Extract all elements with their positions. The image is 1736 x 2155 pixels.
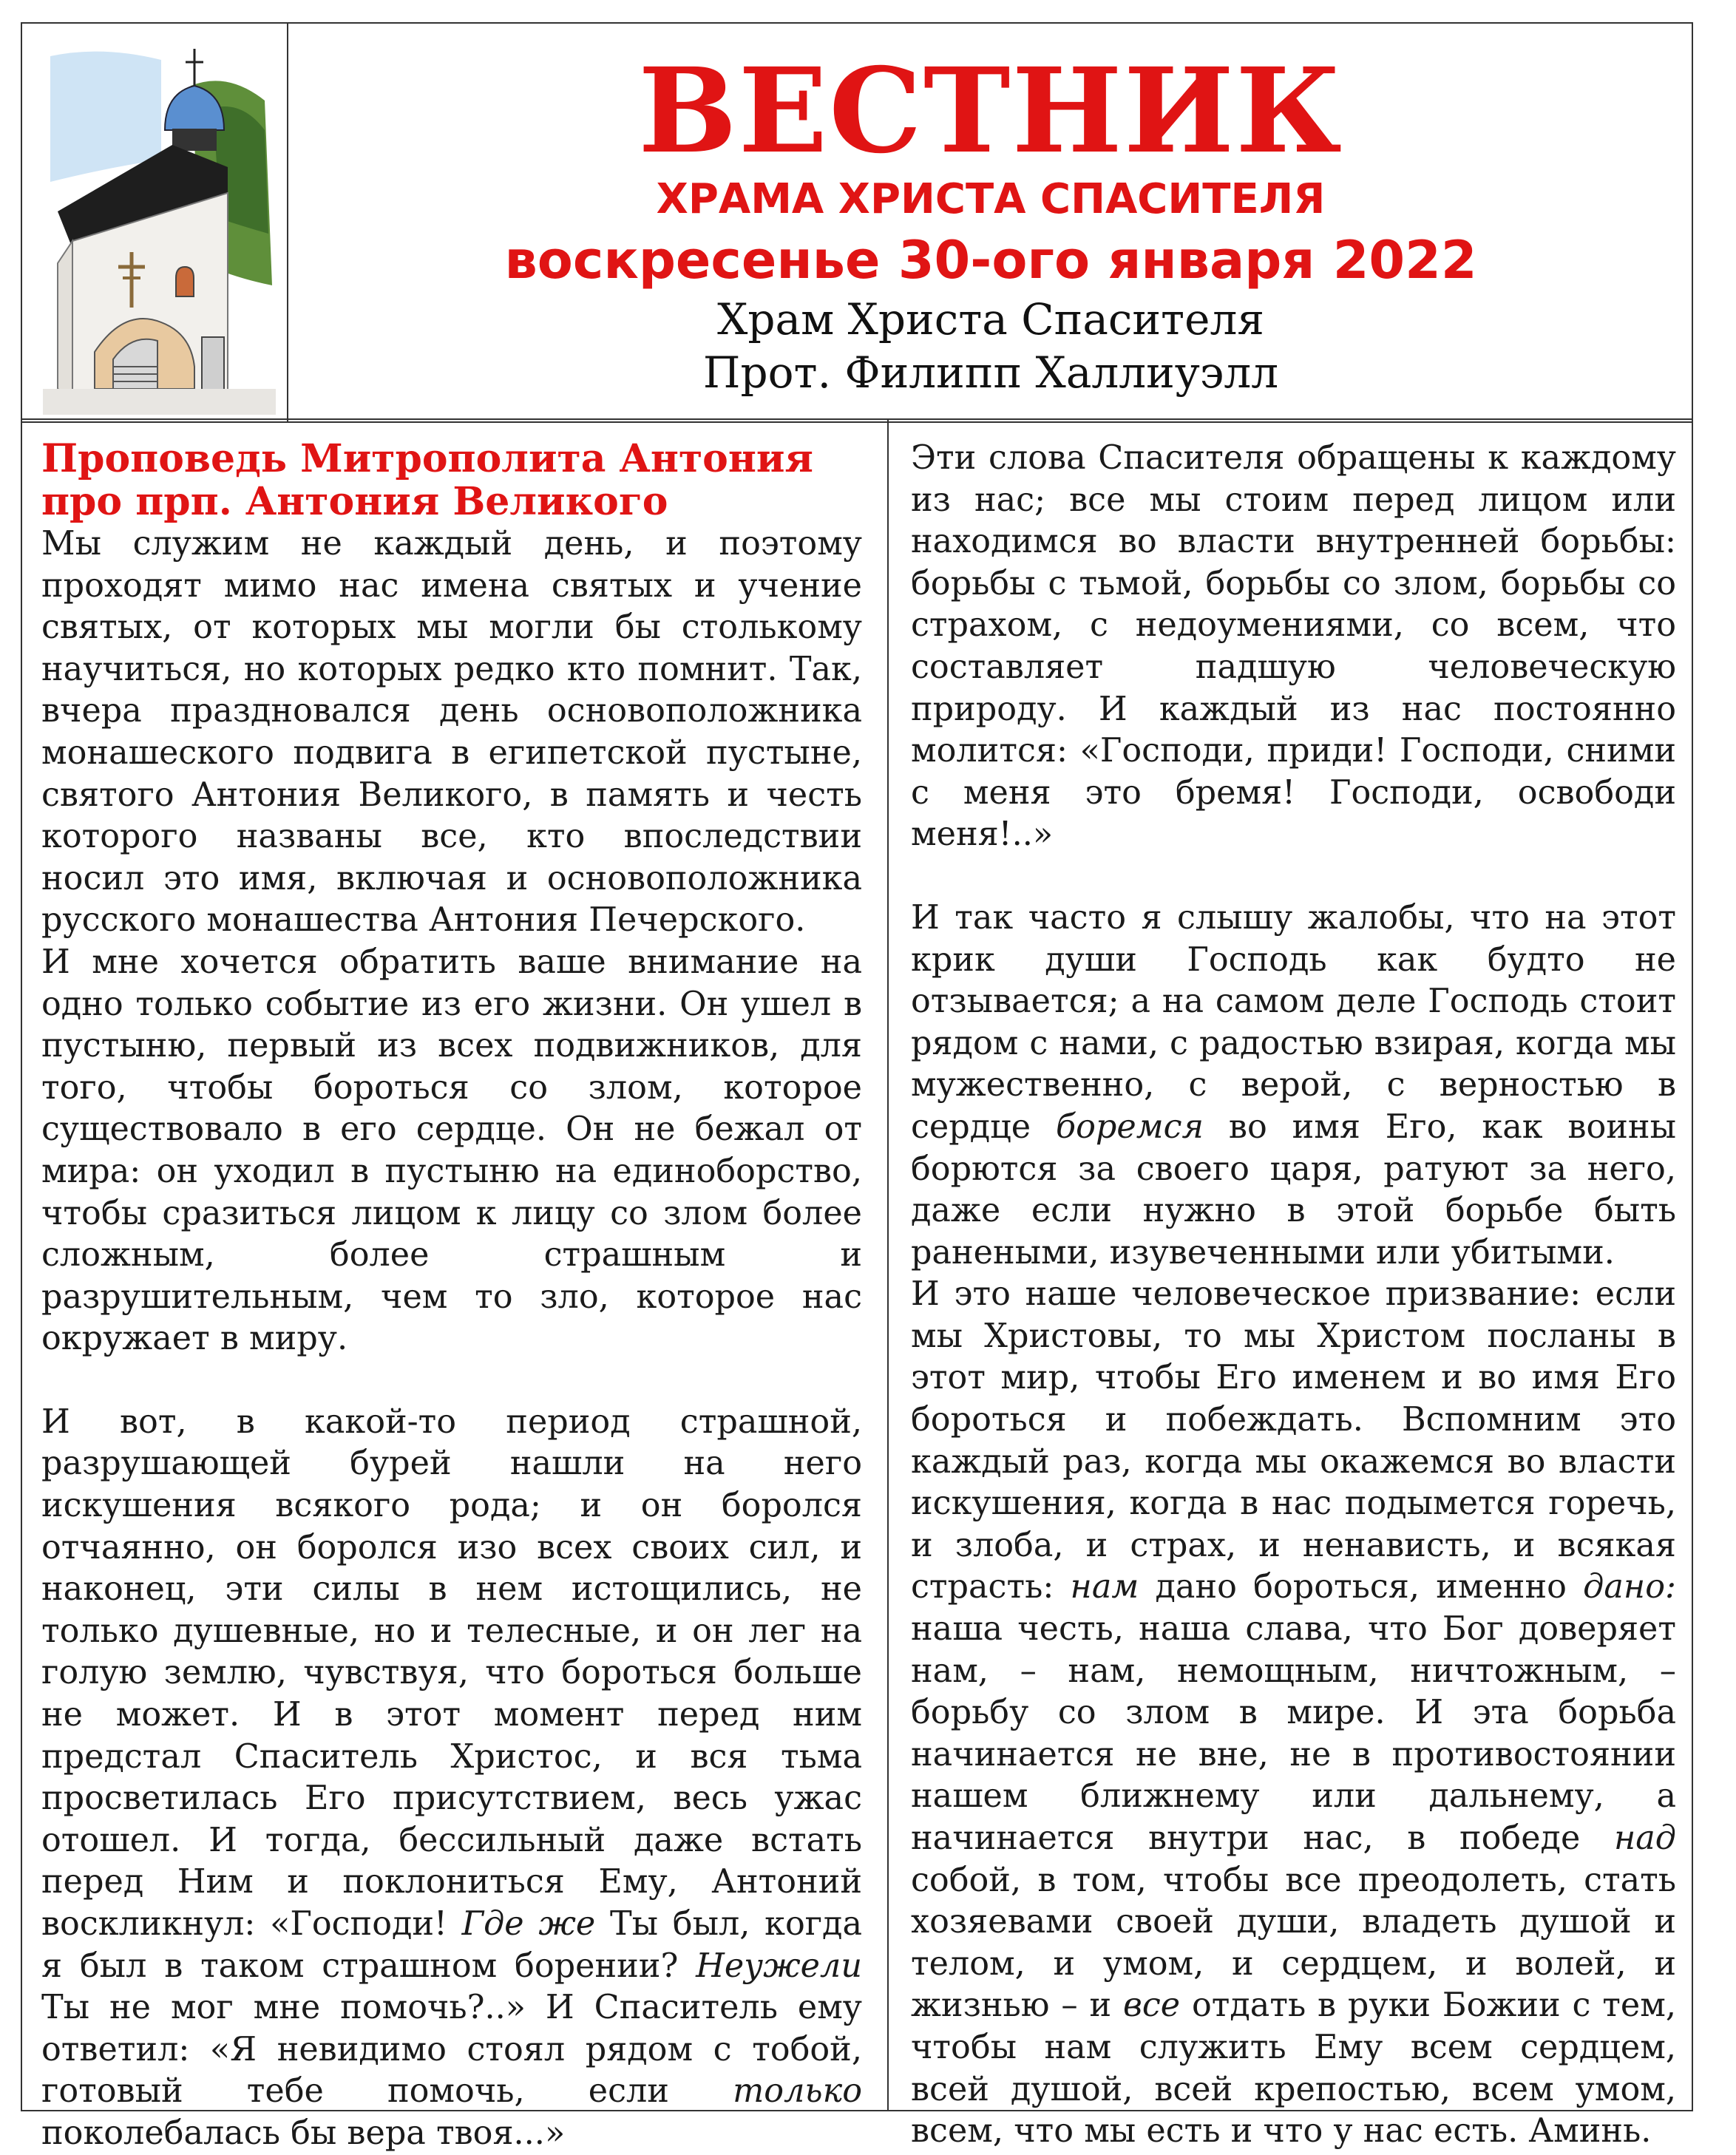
text-run: Ты не мог мне помочь?..» И Спаситель ему ответил: «Я невидимо стоял рядом с тобой, готовый тебе помочь, если <box>41 1989 862 2111</box>
emphasis: Неужели <box>696 1947 862 1985</box>
paragraph <box>911 897 1676 1274</box>
left-column <box>41 438 862 2155</box>
church-illustration <box>43 41 276 415</box>
text-run: И так часто я слышу жалобы, что на этот крик души Господь как будто не отзывается; а на самом деле Господь стоит рядом с нами, с радостью взирая, когда мы мужественно, с верой, с верностью в сердце <box>911 898 1676 1146</box>
emphasis: дано: <box>1583 1568 1676 1606</box>
text-run: собой, в том, чтобы все преодолеть, стать хозяевами своей души, владеть душой и телом, и умом, и сердцем, и волей, и жизнью – и <box>911 1861 1676 2025</box>
masthead <box>21 22 1693 423</box>
column-divider <box>887 420 889 2110</box>
newsletter-subtitle: ХРАМА ХРИСТА СПАСИТЕЛЯ <box>656 175 1326 223</box>
paragraph: И мне хочется обратить ваше внимание на одно только событие из его жизни. Он ушел в пустыню, первый из всех подвижников, для того, чтобы бороться со злом, которое существовало в его сердце. Он не бежал от мира: он уходил в пустыню на единоборство, чтобы сразиться лицом к лицу со злом более сложным, более страшным и разрушительным, чем то зло, которое нас окружает в миру. <box>41 943 862 1358</box>
church-name: Храм Христа Спасителя <box>717 294 1264 345</box>
paragraph <box>911 1274 1676 2152</box>
text-run: во имя Его, как воины борются за своего царя, ратуют за него, даже если нужно в этой борьбе быть ранеными, изувеченными или убитыми. <box>911 1107 1677 1272</box>
emphasis: только <box>733 2072 862 2111</box>
priest-name: Прот. Филипп Халлиуэлл <box>702 347 1279 398</box>
text-run: наша честь, наша слава, что Бог доверяет нам, – нам, немощным, ничтожным, – борьбу со злом в мире. И эта борьба начинается не вне, не в противостоянии нашем ближнему или дальнему, а начинается внутри нас, в победе <box>911 1610 1676 1857</box>
emphasis: все <box>1122 1986 1181 2025</box>
text-run: Ты был, когда я был в таком страшном борении? <box>41 1905 862 1985</box>
article-heading: Проповедь Митрополита Антония про прп. Антония Великого <box>41 436 813 524</box>
text-run: И вот, в какой-то период страшной, разрушающей бурей нашли на него искушения всякого рода; и он боролся отчаянно, он боролся изо всех своих сил, и наконец, эти силы в нем истощились, не только душевные, но и телесные, и он лег на голую землю, чувствуя, что бороться больше не может. И в этот момент перед ним предстал Спаситель Христос, и вся тьма просветилась Его присутствием, весь ужас отошел. И тогда, бессильный даже встать перед Ним и поклониться Ему, Антоний воскликнул: «Господи! <box>41 1402 862 1943</box>
text-run: отдать в руки Божии с тем, чтобы нам служить Ему всем сердцем, всей душой, всей крепостью, всем умом, всем, что мы есть и что у нас есть. Аминь. <box>911 1986 1677 2151</box>
emphasis: нам <box>1070 1568 1139 1606</box>
paragraph: Мы служим не каждый день, и поэтому проходят мимо нас имена святых и учение святых, от которых мы могли бы столькому научиться, но которых редко кто помнит. Так, вчера праздновался день основоположника монашеского подвига в египетской пустыне, святого Антония Великого, в память и честь которого названы все, кто впоследствии носил это имя, включая и основоположника русского монашества Антония Печерского. <box>41 525 862 940</box>
text-run: поколебалась бы вера твоя...» <box>41 2114 566 2152</box>
text-run: И это наше человеческое призвание: если мы Христовы, то мы Христом посланы в этот мир, чтобы Его именем и во имя Его бороться и побеждать. Вспомним это каждый раз, когда мы окажемся во власти искушения, когда в нас подымется горечь, и злоба, и страх, и ненависть, и всякая страсть: <box>911 1275 1676 1606</box>
masthead-text <box>290 24 1692 399</box>
emphasis: над <box>1613 1819 1676 1857</box>
emphasis: боремся <box>1055 1107 1204 1146</box>
right-column <box>911 438 1676 2153</box>
masthead-divider <box>287 24 288 421</box>
issue-date: воскресенье 30-ого января 2022 <box>504 230 1477 291</box>
paragraph: Эти слова Спасителя обращены к каждому из нас; все мы стоим перед лицом или находимся во власти внутренней борьбы: борьбы с тьмой, борьбы со злом, борьбы со страхом, с недоумениями, со всем, что составляет падшую человеческую природу. И каждый из нас постоянно молится: «Господи, приди! Господи, сними с меня это бремя! Господи, освободи меня!..» <box>911 439 1676 854</box>
emphasis: Где же <box>461 1905 596 1943</box>
text-run: дано бороться, именно <box>1139 1568 1584 1606</box>
paragraph <box>41 1402 862 2155</box>
paragraph-gap <box>911 856 1676 897</box>
article-body <box>21 418 1693 2152</box>
paragraph-gap <box>41 1360 862 1402</box>
newsletter-title: ВЕСТНИК <box>638 43 1343 180</box>
